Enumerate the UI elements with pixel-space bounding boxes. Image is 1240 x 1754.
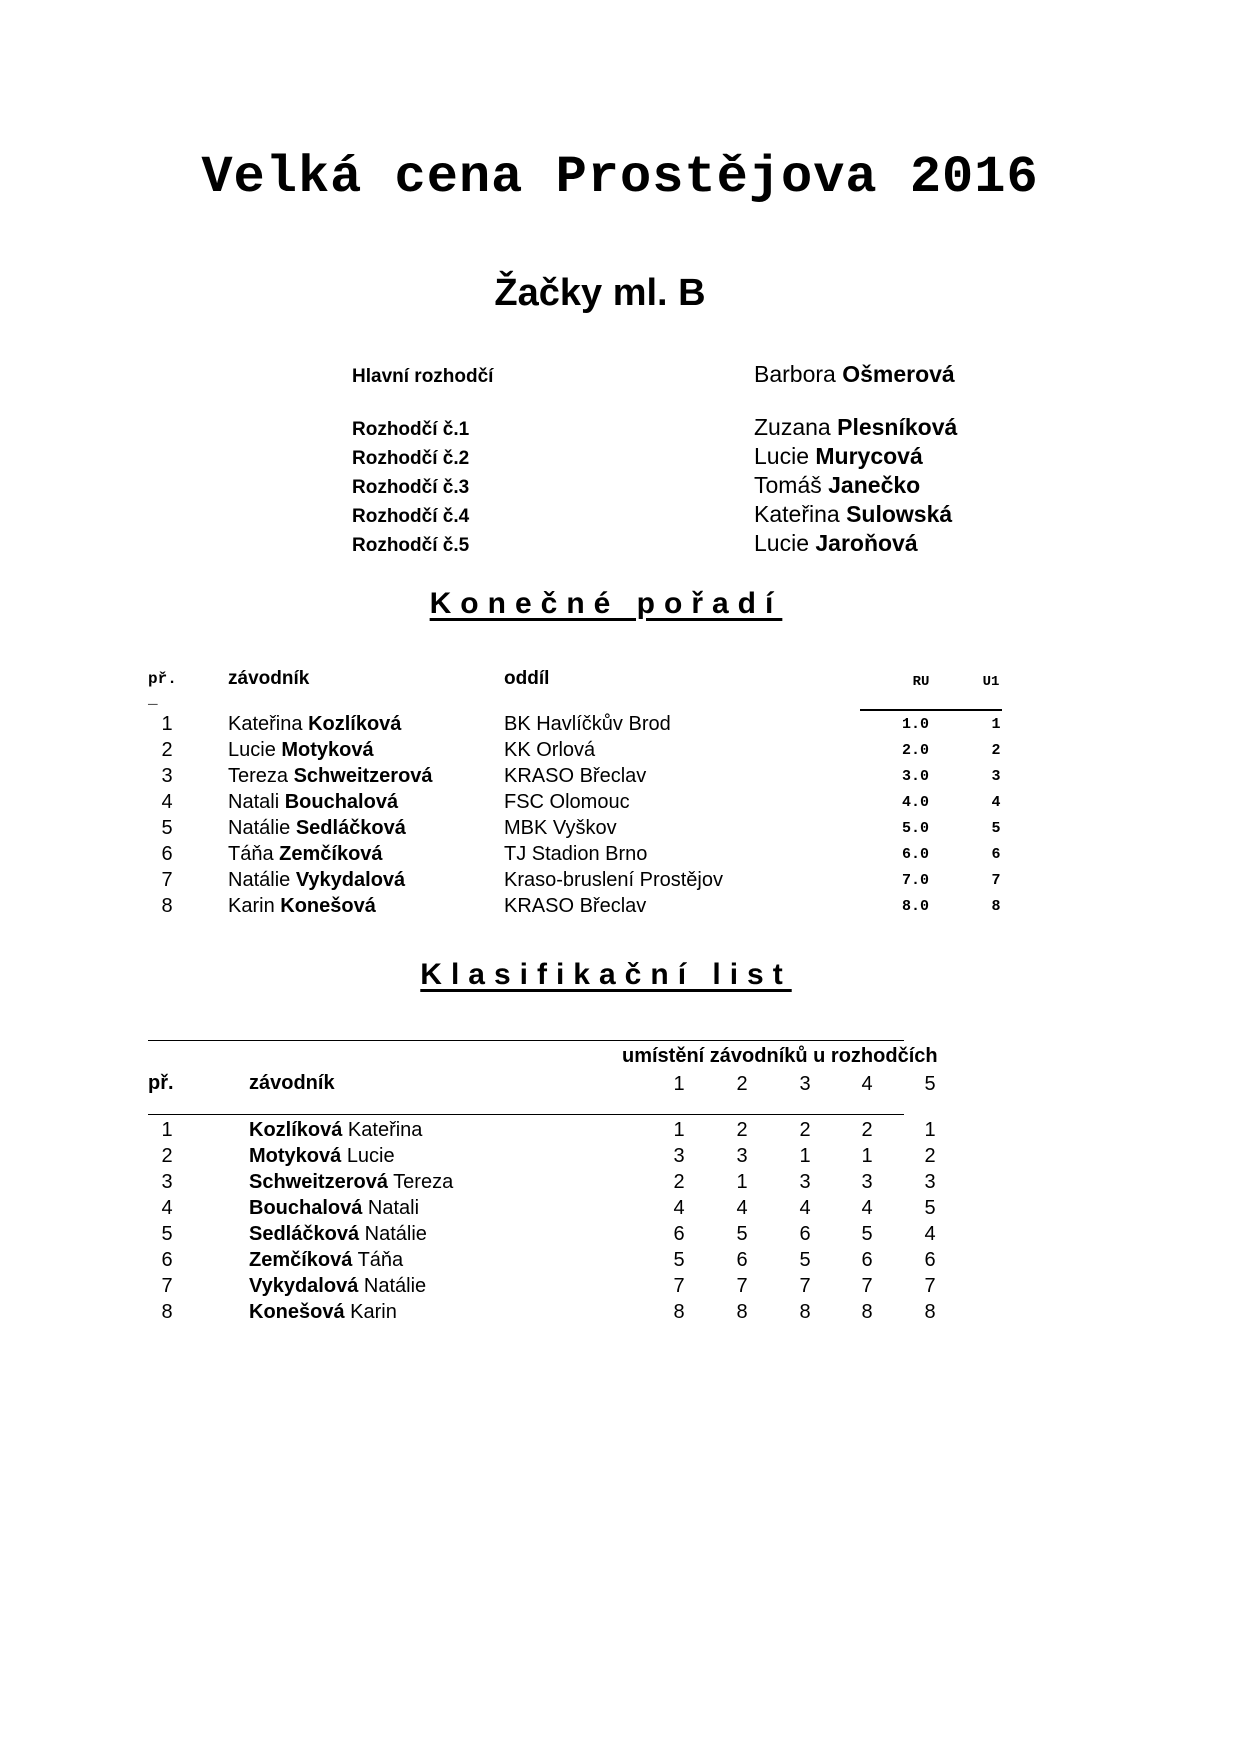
row-place: 7: [161, 869, 173, 891]
head-referee-last: Ošmerová: [842, 361, 955, 387]
row-mark: 5: [799, 1249, 811, 1271]
skater-first: Tereza: [393, 1171, 454, 1193]
head-referee-name: [754, 361, 955, 388]
row-mark: 8: [673, 1301, 685, 1323]
row-mark: 1: [861, 1145, 873, 1167]
skater-first: Natali: [367, 1197, 420, 1219]
skater-first: Lucie: [228, 739, 276, 761]
row-ru: 3.0: [902, 768, 930, 785]
row-mark: 7: [673, 1275, 685, 1297]
row-place: 1: [161, 1119, 173, 1141]
judge-name: [754, 530, 918, 557]
skater-last: Motyková: [249, 1145, 342, 1167]
classification-heading: Klasifikační list: [420, 958, 792, 991]
judge-name: [754, 414, 957, 441]
row-mark: 6: [736, 1249, 748, 1271]
row-u1: 7: [991, 872, 1001, 889]
row-mark: 4: [861, 1197, 873, 1219]
skater-last: Schweitzerová: [293, 765, 433, 787]
col-header-place: př.: [148, 1072, 174, 1094]
row-mark: 4: [736, 1197, 748, 1219]
row-mark: 2: [861, 1119, 873, 1141]
row-mark: 1: [799, 1145, 811, 1167]
row-mark: 7: [861, 1275, 873, 1297]
row-mark: 2: [924, 1145, 936, 1167]
row-mark: 5: [736, 1223, 748, 1245]
row-mark: 3: [924, 1171, 936, 1193]
skater-last: Schweitzerová: [249, 1171, 388, 1193]
skater-first: Táňa: [357, 1249, 404, 1271]
row-mark: 8: [861, 1301, 873, 1323]
row-u1: 1: [991, 716, 1001, 733]
col-header-judge: 2: [736, 1073, 748, 1095]
skater-last: Vykydalová: [295, 869, 406, 891]
row-skater: [249, 1144, 395, 1168]
skater-first: Natálie: [364, 1223, 427, 1245]
row-skater: [228, 790, 398, 814]
row-skater: [249, 1274, 426, 1298]
row-skater: [249, 1222, 427, 1246]
judge-last: Sulowská: [846, 501, 953, 527]
row-mark: 8: [799, 1301, 811, 1323]
judges-group-header: umístění závodníků u rozhodčích: [622, 1045, 938, 1067]
skater-last: Bouchalová: [284, 791, 399, 813]
row-skater: [249, 1300, 397, 1324]
row-mark: 3: [673, 1145, 685, 1167]
row-mark: 3: [799, 1171, 811, 1193]
row-mark: 6: [799, 1223, 811, 1245]
row-place: 5: [161, 817, 173, 839]
row-mark: 3: [861, 1171, 873, 1193]
row-mark: 6: [673, 1223, 685, 1245]
judge-first: Lucie: [754, 530, 809, 556]
row-place: 1: [161, 713, 173, 735]
judge-name: [754, 472, 920, 499]
row-skater: [249, 1248, 403, 1272]
row-place: 6: [161, 1249, 173, 1271]
row-ru: 8.0: [902, 898, 930, 915]
row-u1: 8: [991, 898, 1001, 915]
row-mark: 5: [861, 1223, 873, 1245]
final-standings-heading: Konečné pořadí: [429, 587, 783, 620]
skater-first: Tereza: [228, 765, 289, 787]
judge-last: Murycová: [815, 443, 923, 469]
row-place: 3: [161, 765, 173, 787]
row-skater: [228, 738, 374, 762]
row-mark: 8: [736, 1301, 748, 1323]
skater-first: Natálie: [228, 869, 291, 891]
row-mark: 4: [673, 1197, 685, 1219]
row-place: 4: [161, 791, 173, 813]
head-referee-role: Hlavní rozhodčí: [352, 366, 494, 387]
row-place: 8: [161, 1301, 173, 1323]
col-header-skater: závodník: [249, 1072, 335, 1094]
category-title: Žačky ml. B: [494, 272, 706, 314]
row-club: KRASO Břeclav: [504, 765, 647, 787]
row-mark: 2: [736, 1119, 748, 1141]
judge-first: Kateřina: [754, 501, 840, 527]
row-ru: 4.0: [902, 794, 930, 811]
col-header-judge: 4: [861, 1073, 873, 1095]
skater-last: Zemčíková: [279, 843, 383, 865]
row-place: 8: [161, 895, 173, 917]
row-ru: 1.0: [902, 716, 930, 733]
skater-first: Natálie: [228, 817, 291, 839]
row-club: KRASO Břeclav: [504, 895, 647, 917]
col-header-u1: U1: [982, 674, 1000, 690]
row-club: TJ Stadion Brno: [504, 843, 648, 865]
row-place: 5: [161, 1223, 173, 1245]
row-skater: [249, 1170, 453, 1194]
row-mark: 5: [673, 1249, 685, 1271]
row-mark: 1: [736, 1171, 748, 1193]
row-mark: 3: [736, 1145, 748, 1167]
row-mark: 8: [924, 1301, 936, 1323]
row-club: MBK Vyškov: [504, 817, 617, 839]
row-ru: 2.0: [902, 742, 930, 759]
row-place: 2: [161, 1145, 173, 1167]
row-u1: 3: [991, 768, 1001, 785]
judge-name: [754, 501, 952, 528]
row-mark: 7: [736, 1275, 748, 1297]
row-mark: 4: [924, 1223, 936, 1245]
col-header-club: oddíl: [504, 668, 550, 689]
row-club: BK Havlíčkův Brod: [504, 713, 671, 735]
classification-header-rule: [148, 1114, 904, 1115]
row-skater: [228, 764, 433, 788]
skater-last: Sedláčková: [295, 817, 406, 839]
judge-role: Rozhodčí č.4: [352, 506, 470, 527]
row-place: 2: [161, 739, 173, 761]
skater-last: Sedláčková: [249, 1223, 360, 1245]
judge-last: Plesníková: [837, 414, 958, 440]
row-u1: 2: [991, 742, 1001, 759]
skater-last: Vykydalová: [249, 1275, 359, 1297]
skater-last: Bouchalová: [249, 1197, 363, 1219]
row-mark: 5: [924, 1197, 936, 1219]
row-skater: [228, 842, 383, 866]
judge-role: Rozhodčí č.5: [352, 535, 470, 556]
col-header-judge: 3: [799, 1073, 811, 1095]
skater-last: Kozlíková: [308, 713, 402, 735]
row-mark: 7: [924, 1275, 936, 1297]
skater-first: Lucie: [346, 1145, 395, 1167]
skater-last: Kozlíková: [249, 1119, 343, 1141]
row-skater: [228, 712, 401, 736]
row-mark: 1: [673, 1119, 685, 1141]
row-skater: [228, 868, 405, 892]
judge-role: Rozhodčí č.1: [352, 419, 470, 440]
row-skater: [228, 894, 376, 918]
col-header-place: př.: [148, 670, 177, 688]
row-ru: 6.0: [902, 846, 930, 863]
row-skater: [228, 816, 406, 840]
row-mark: 1: [924, 1119, 936, 1141]
row-mark: 6: [861, 1249, 873, 1271]
col-header-ru: RU: [912, 674, 930, 690]
col-header-judge: 5: [924, 1073, 936, 1095]
judge-first: Zuzana: [754, 414, 831, 440]
score-header-rule: [860, 709, 1002, 711]
skater-first: Táňa: [228, 843, 274, 865]
row-u1: 4: [991, 794, 1001, 811]
row-mark: 2: [799, 1119, 811, 1141]
row-u1: 5: [991, 820, 1001, 837]
row-skater: [249, 1196, 419, 1220]
row-place: 3: [161, 1171, 173, 1193]
judge-role: Rozhodčí č.2: [352, 448, 470, 469]
judge-first: Lucie: [754, 443, 809, 469]
row-skater: [249, 1118, 422, 1142]
col-header-skater: závodník: [228, 668, 310, 689]
judge-name: [754, 443, 923, 470]
skater-first: Natálie: [363, 1275, 427, 1297]
row-club: Kraso-bruslení Prostějov: [504, 869, 723, 891]
skater-first: Kateřina: [228, 713, 303, 735]
place-header-underline: _: [148, 690, 158, 708]
row-club: KK Orlová: [504, 739, 596, 761]
row-club: FSC Olomouc: [504, 791, 630, 813]
classification-top-rule: [148, 1040, 904, 1041]
skater-first: Karin: [228, 895, 275, 917]
skater-first: Natali: [228, 791, 280, 813]
row-place: 7: [161, 1275, 173, 1297]
col-header-judge: 1: [673, 1073, 685, 1095]
skater-last: Konešová: [280, 895, 376, 917]
skater-last: Konešová: [249, 1301, 345, 1323]
skater-first: Karin: [350, 1301, 397, 1323]
judge-role: Rozhodčí č.3: [352, 477, 470, 498]
row-ru: 5.0: [902, 820, 930, 837]
head-referee-first: Barbora: [754, 361, 836, 387]
row-ru: 7.0: [902, 872, 930, 889]
skater-last: Zemčíková: [249, 1249, 353, 1271]
row-mark: 6: [924, 1249, 936, 1271]
row-mark: 7: [799, 1275, 811, 1297]
row-mark: 4: [799, 1197, 811, 1219]
row-mark: 2: [673, 1171, 685, 1193]
judge-last: Janečko: [828, 472, 921, 498]
judge-last: Jaroňová: [815, 530, 918, 556]
skater-first: Kateřina: [347, 1119, 423, 1141]
row-place: 4: [161, 1197, 173, 1219]
row-u1: 6: [991, 846, 1001, 863]
page-title: Velká cena Prostějova 2016: [201, 148, 1039, 207]
row-place: 6: [161, 843, 173, 865]
judge-first: Tomáš: [754, 472, 822, 498]
skater-last: Motyková: [281, 739, 374, 761]
